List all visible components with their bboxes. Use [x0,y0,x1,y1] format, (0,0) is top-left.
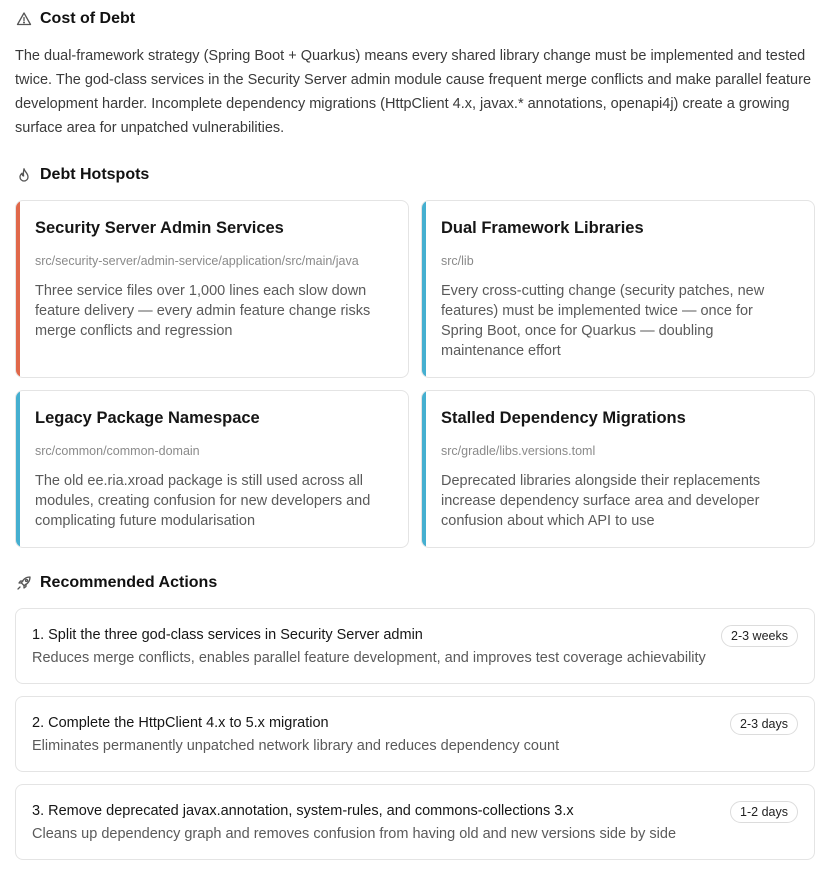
card-accent-bar [422,391,426,547]
hotspot-card [421,390,815,548]
recommended-actions-heading [16,574,217,592]
action-title: 2. Complete the HttpClient 4.x to 5.x migration [32,715,329,731]
hotspot-description: The old ee.ria.xroad package is still used across all modules, creating confusion for new developers and complicating future modularisation [35,473,371,529]
hotspot-card [15,390,409,548]
effort-badge: 2-3 weeks [721,625,798,647]
action-description: Reduces merge conflicts, enables parallel feature development, and improves test coverage achievability [32,650,706,666]
hotspot-title: Legacy Package Namespace [35,409,260,427]
action-title: 3. Remove deprecated javax.annotation, system-rules, and commons-collections 3.x [32,803,574,819]
hotspot-title: Security Server Admin Services [35,219,284,237]
effort-badge: 2-3 days [730,713,798,735]
hotspot-path: src/lib [441,254,474,268]
hotspot-path: src/common/common-domain [35,444,200,458]
cost-of-debt-title: Cost of Debt [40,10,136,27]
card-accent-bar [422,201,426,377]
hotspot-path: src/security-server/admin-service/application/src/main/java [35,254,359,268]
hotspot-card [15,200,409,378]
cost-of-debt-heading [16,10,135,28]
hotspot-title: Stalled Dependency Migrations [441,409,686,427]
hotspot-card [421,200,815,378]
recommended-actions-title: Recommended Actions [40,574,218,591]
action-description: Eliminates permanently unpatched network library and reduces dependency count [32,738,560,754]
flame-icon [16,167,32,183]
warning-triangle-icon [16,11,32,27]
cost-of-debt-text: The dual-framework strategy (Spring Boot + Quarkus) means every shared library change must be implemented and tested twice. The god-class services in the Security Server admin module cause frequent merge conflicts and make parallel feature development harder. Incomplete dependency migrations (HttpClient 4.x, javax.* annotations, openapi4j) create a growing surface area for unpatched vulnerabilities. [15,48,812,136]
action-item [15,608,815,684]
hotspot-title: Dual Framework Libraries [441,219,644,237]
action-title: 1. Split the three god-class services in Security Server admin [32,627,423,643]
hotspot-description: Three service files over 1,000 lines each slow down feature delivery — every admin feature change risks merge conflicts and regression [35,283,371,339]
action-item [15,784,815,860]
action-item [15,696,815,772]
hotspot-description: Deprecated libraries alongside their replacements increase dependency surface area and developer confusion about which API to use [441,473,761,529]
debt-hotspots-title: Debt Hotspots [40,166,150,183]
card-accent-bar [16,391,20,547]
hotspot-description: Every cross-cutting change (security patches, new features) must be implemented twice — once for Spring Boot, once for Quarkus — doubling maintenance effort [441,283,765,359]
debt-hotspots-heading [16,166,149,184]
action-description: Cleans up dependency graph and removes confusion from having old and new versions side by side [32,826,677,842]
effort-badge: 1-2 days [730,801,798,823]
hotspot-path: src/gradle/libs.versions.toml [441,444,596,458]
rocket-icon [16,575,32,591]
card-accent-bar [16,201,20,377]
